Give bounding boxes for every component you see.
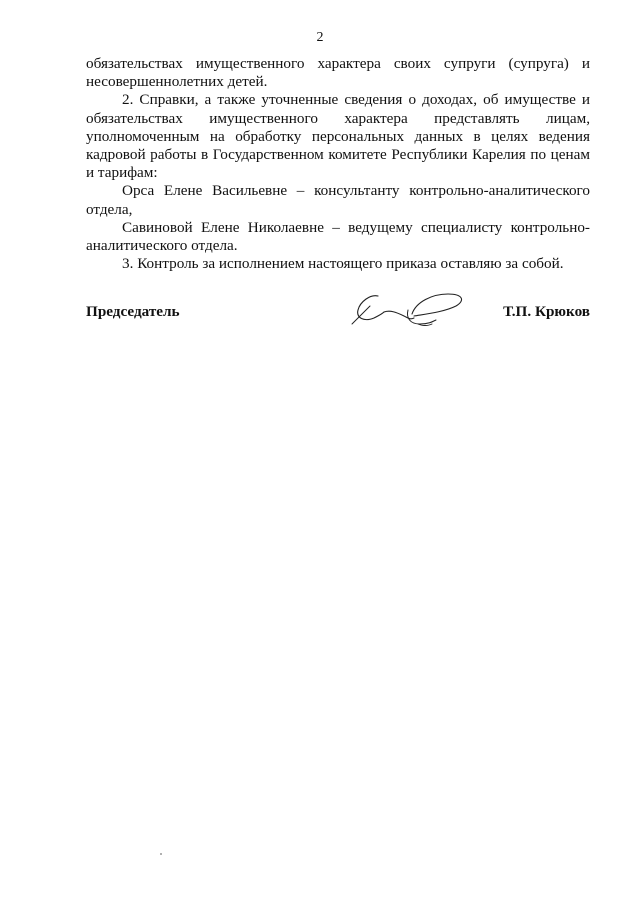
document-body <box>86 55 590 273</box>
paragraph-line: несовершеннолетних детей. <box>86 73 268 91</box>
paragraph-line: 2. Справки, а также уточненные сведения о доходах, об имуществе и <box>122 91 590 109</box>
signature-block <box>86 288 590 328</box>
signatory-name: Т.П. Крюков <box>503 303 590 320</box>
paragraph-line: Савиновой Елене Николаевне – ведущему специалисту контрольно- <box>122 218 590 236</box>
paragraph-line: обязательствах имущественного характера своих супруги (супруга) и <box>86 55 590 72</box>
paragraph-line: кадровой работы в Государственном комитете Республики Карелия по ценам <box>86 146 590 164</box>
paragraph-line: 3. Контроль за исполнением настоящего приказа оставляю за собой. <box>122 255 564 273</box>
page-number: 2 <box>316 30 324 45</box>
signatory-title: Председатель <box>86 303 180 320</box>
paragraph-line: уполномоченным на обработку персональных данных в целях ведения <box>86 127 590 145</box>
scan-speck <box>160 853 162 855</box>
paragraph-line: отдела, <box>86 200 133 218</box>
paragraph-line: аналитического отдела. <box>86 237 238 255</box>
paragraph-line: обязательствах имущественного характера представлять лицам, <box>86 109 590 127</box>
handwritten-signature <box>348 288 468 328</box>
paragraph-line: Орса Елене Васильевне – консультанту контрольно-аналитического <box>122 182 590 200</box>
paragraph-line: и тарифам: <box>86 164 158 182</box>
